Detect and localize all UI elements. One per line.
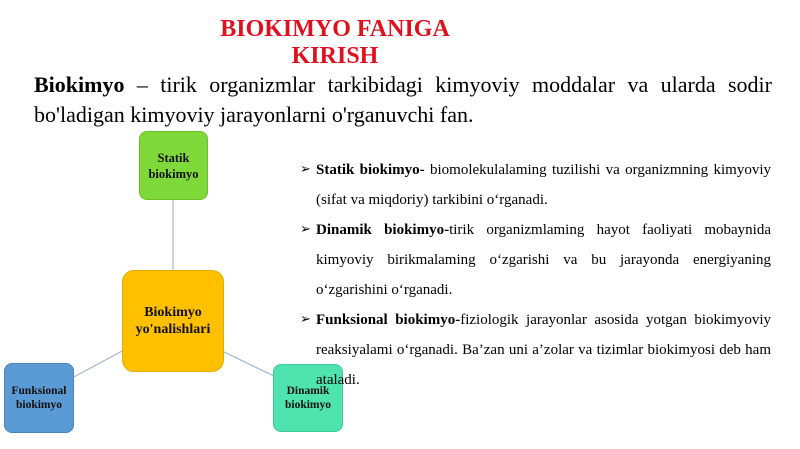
connector-dynamic [220, 350, 278, 378]
intro-term: Biokimyo [34, 72, 125, 97]
node-functional-label: Funksional biokimyo [11, 385, 67, 411]
bullet-term: Statik biokimyo- [316, 162, 425, 178]
bullet-item-dynamic [300, 215, 771, 305]
slide-title: BIOKIMYO FANIGA KIRISH [220, 16, 450, 69]
bullet-item-functional [300, 305, 771, 395]
arrow-bullet-icon: ➢ [300, 222, 311, 237]
bullet-term: Funksional biokimyo- [316, 312, 461, 328]
bullet-text: fiziologik jarayonlar asosida yotgan biokimyoviy reaksiyalami o‘rganadi. Ba’zan uni a’zolar va tizimlar biokimyosi deb ham ataladi. [316, 312, 771, 388]
arrow-bullet-icon: ➢ [300, 312, 311, 327]
node-static-label: Statik biokimyo [148, 150, 199, 181]
intro-definition: – tirik organizmlar tarkibidagi kimyoviy moddalar va ularda sodir bo'ladigan kimyoviy jarayonlarni o'rganuvchi fan. [34, 72, 772, 127]
bullet-term: Dinamik biokimyo- [316, 222, 450, 238]
node-dynamic-label: Dinamik biokimyo [284, 385, 331, 411]
node-center-label: Biokimyo yo'nalishlari [135, 305, 211, 337]
connector-functional [72, 350, 124, 378]
bullet-text: biomolekulalaming tuzilishi va organizmning kimyoviy (sifat va miqdoriy) tarkibini o‘rganadi. [316, 162, 771, 208]
node-biochemistry-directions [122, 270, 224, 372]
arrow-bullet-icon: ➢ [300, 162, 311, 177]
bullet-item-static [300, 155, 771, 215]
bullet-list [300, 155, 771, 395]
bullet-text: tirik organizmlaming hayot faoliyati mobaynida kimyoviy birikmalaming o‘zgarishi va bu jarayonda energiyaning o‘zgarishini o‘rganadi. [316, 222, 771, 298]
node-functional-biochemistry [4, 363, 74, 433]
node-static-biochemistry [139, 131, 208, 200]
